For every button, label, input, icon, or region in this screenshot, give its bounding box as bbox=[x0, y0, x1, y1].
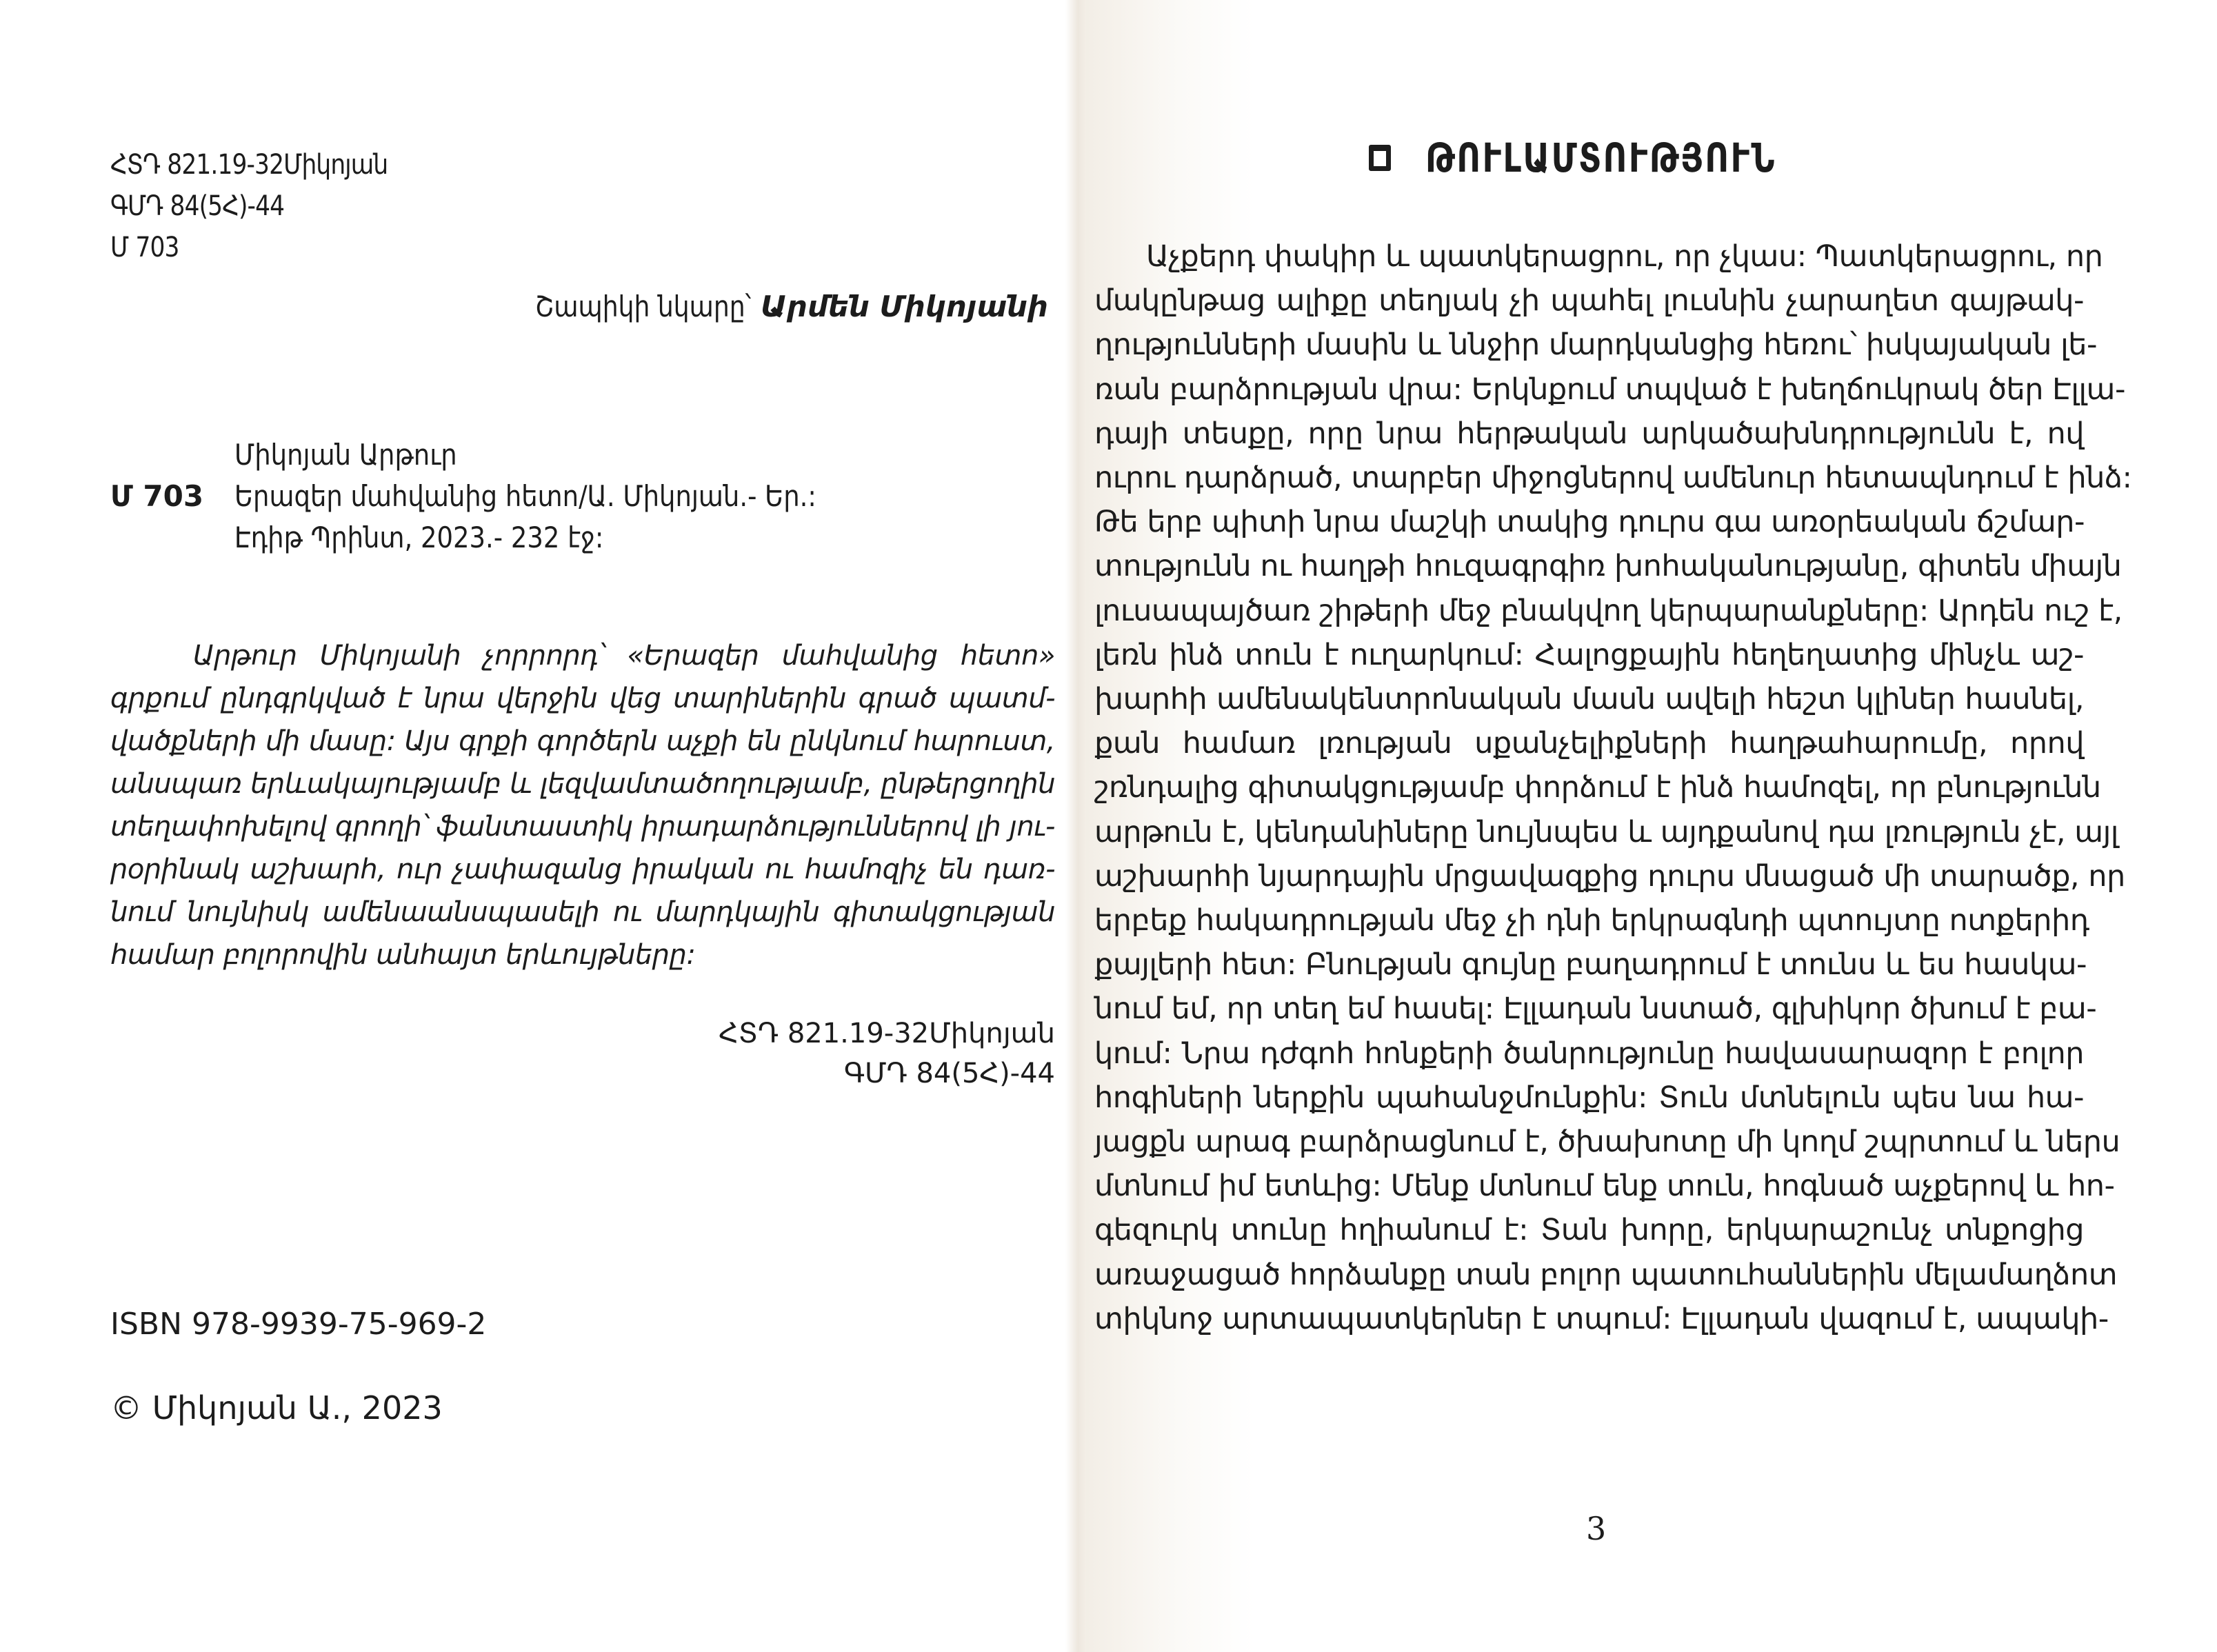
isbn: ISBN 978-9939-75-969-2 bbox=[110, 1307, 487, 1342]
body-line: դայի տեսքը, որը նրա հերթական արկածախնդրությունն է, ով bbox=[1094, 416, 2084, 451]
body-line: շռնդալից գիտակցությամբ փորձում է ինձ համոզել, որ բնությունն bbox=[1094, 770, 2101, 805]
annotation-codes bbox=[0, 1014, 1055, 1094]
body-line: նում եմ, որ տեղ եմ հասել: Էլլադան նստած, գլխիկոր ծխում է բա- bbox=[1094, 991, 2097, 1027]
body-line: աշխարհի նյարդային մրցավազքից դուրս մնացած մի տարածք, որ bbox=[1094, 858, 2125, 894]
book-gutter bbox=[1065, 0, 1086, 1652]
annotation-line: նում նույնիսկ ամենաանսպասելի ու մարդկային գիտակցության bbox=[110, 896, 1055, 928]
body-line: ռան բարձրության վրա: Երկնքում տպված է խեղճուկրակ ծեր Էլլա- bbox=[1094, 372, 2125, 407]
body-line: քան համառ լռության սքանչելիքների հաղթահարումը, որով bbox=[1094, 726, 2084, 761]
copyright-notice: © Միկոյան Ա., 2023 bbox=[110, 1389, 443, 1427]
body-line: տիկնոջ արտապատկերներ է տպում: Էլլադան վազում է, ապակի- bbox=[1094, 1301, 2109, 1336]
annotation-line: Արթուր Միկոյանի չորրորդ՝ «Երազեր մահվանից հետո» bbox=[193, 640, 1055, 672]
body-line: մտնում իմ ետևից: Մենք մտնում ենք տուն, հոգնած աչքերով և հո- bbox=[1094, 1169, 2115, 1204]
square-bullet-icon bbox=[1369, 145, 1391, 171]
bbk-code: ԳՄԴ 84(5Հ)-44 bbox=[110, 190, 285, 222]
left-page bbox=[0, 0, 1076, 1652]
body-line: առաջացած հորձանքը տան բոլոր պատուհաններին մելամաղձոտ bbox=[1094, 1257, 2118, 1292]
body-line: տությունն ու հաղթի հուզագրգիռ խոհականությանը, գիտեն միայն bbox=[1094, 549, 2122, 584]
cover-artist-name: Արմեն Միկոյանի bbox=[761, 290, 1048, 323]
book-annotation bbox=[110, 634, 1055, 976]
chapter-body bbox=[1094, 234, 2132, 1341]
body-line: յացքն արագ բարձրացնում է, ծխախոտը մի կողմ շպրտում և ներս bbox=[1094, 1125, 2120, 1160]
bib-publisher: Էդիթ Պրինտ, 2023.- 232 էջ: bbox=[234, 521, 604, 554]
annotation-line: գրքում ընդգրկված է նրա վերջին վեց տարիներին գրած պատմ- bbox=[110, 683, 1055, 714]
cover-credit-label: Շապիկի նկարը՝ bbox=[535, 290, 752, 323]
body-line: ղությունների մասին և ննջիր մարդկանցից հեռու՝ իսկայական լե- bbox=[1094, 328, 2098, 363]
body-line: Աչքերդ փակիր և պատկերացրու, որ չկաս: Պատկերացրու, որ bbox=[1146, 239, 2103, 274]
body-line: Թե երբ պիտի նրա մաշկի տակից դուրս գա առօրեական ճշմար- bbox=[1094, 505, 2085, 540]
page-number: 3 bbox=[1586, 1510, 1607, 1547]
author-sign: Մ 703 bbox=[110, 232, 179, 263]
annotation-line: րօրինակ աշխարհ, ուր չափազանց իրական ու համոզիչ են դառ- bbox=[110, 854, 1055, 885]
udc-code-repeat: ՀՏԴ 821.19-32Միկոյան bbox=[719, 1018, 1055, 1049]
body-line: գեզուրկ տունը հղիանում է: Տան խորը, երկարաշունչ տնքոցից bbox=[1094, 1213, 2084, 1248]
body-line: կում: Նրա դժգոհ հոնքերի ծանրությունը հավասարազոր է բոլոր bbox=[1094, 1036, 2084, 1071]
annotation-line: համար բոլորովին անհայտ երևույթները: bbox=[110, 939, 696, 971]
body-line: քայլերի հետ: Բնության գույնը բաղադրում է տունս և ես հասկա- bbox=[1094, 947, 2087, 983]
bib-author: Միկոյան Արթուր bbox=[234, 438, 457, 472]
chapter-heading bbox=[1369, 134, 1854, 181]
body-line: մակընթաց ալիքը տեղյակ չի պահել լուսնին չարաղետ գայթակ- bbox=[1094, 283, 2084, 319]
body-line: լեռն ինձ տուն է ուղարկում: Հալոցքային հեղեղատից մինչև աշ- bbox=[1094, 637, 2084, 672]
body-line: ուրու դարձրած, տարբեր միջոցներով ամենուր հետապնդում է ինձ: bbox=[1094, 461, 2132, 496]
udc-code: ՀՏԴ 821.19-32Միկոյան bbox=[110, 149, 388, 181]
body-line: արթուն է, կենդանիները նույնպես և այդքանով դա լռություն չէ, այլ bbox=[1094, 814, 2118, 849]
bib-title: Երազեր մահվանից հետո/Ա. Միկոյան.- Եր.: bbox=[234, 479, 816, 513]
cover-credit bbox=[0, 290, 1048, 323]
annotation-line: անսպառ երևակայությամբ և լեզվամտածողությամբ, ընթերցողին bbox=[110, 768, 1055, 800]
body-line: երբեք հակադրության մեջ չի դնի երկրագնդի պտույտը ոտքերիդ bbox=[1094, 903, 2089, 938]
body-line: հոգիների ներքին պահանջմունքին: Տուն մտնելուն պես նա հա- bbox=[1094, 1080, 2084, 1115]
body-line: լուսապայծառ շիթերի մեջ բնակվող կերպարանքները: Արդեն ուշ է, bbox=[1094, 593, 2123, 628]
bib-author-sign: Մ 703 bbox=[110, 479, 204, 513]
annotation-line: վածքների մի մասը: Այս գրքի գործերն աչքի են ընկնում հարուստ, bbox=[110, 725, 1055, 757]
bbk-code-repeat: ԳՄԴ 84(5Հ)-44 bbox=[843, 1058, 1055, 1089]
chapter-title: ԹՈՒԼԱՄՏՈՒԹՅՈՒՆ bbox=[1425, 134, 1776, 181]
annotation-line: տեղափոխելով գրողի՝ ֆանտաստիկ իրադարձություններով լի յու- bbox=[110, 811, 1055, 843]
body-line: խարհի ամենակենտրոնական մասն ավելի հեշտ կլիներ հասնել, bbox=[1094, 682, 2084, 717]
